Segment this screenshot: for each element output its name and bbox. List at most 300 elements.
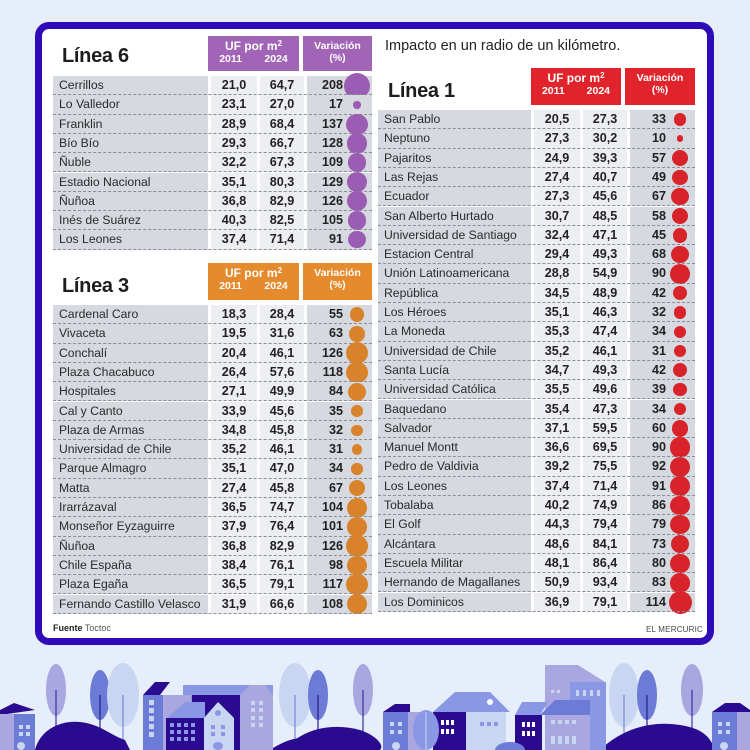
table-row	[53, 517, 372, 536]
uf-2024-value: 75,5	[580, 457, 627, 476]
table-row	[53, 230, 372, 249]
uf-2024-value: 49,3	[580, 361, 627, 380]
variation-bubble	[672, 420, 689, 437]
variation-value: 109	[321, 155, 343, 170]
station-name: Irarrázaval	[53, 498, 208, 517]
table-row	[53, 192, 372, 211]
linea-3-var-header	[303, 263, 372, 300]
variation-bubble	[348, 231, 365, 248]
uf-label: UF por m	[224, 266, 278, 280]
variation-cell	[627, 149, 695, 168]
variation-value: 32	[328, 422, 343, 437]
uf-2011-value: 26,4	[208, 363, 257, 382]
variation-value: 60	[651, 420, 666, 435]
uf-2024-value: 79,1	[257, 575, 304, 594]
station-name: Ñuñoa	[53, 537, 208, 556]
variation-bubble	[346, 535, 368, 557]
table-row	[53, 173, 372, 192]
variation-cell	[304, 192, 372, 211]
variation-bubble	[346, 114, 367, 135]
table-row	[378, 129, 695, 148]
uf-2024-value: 82,5	[257, 211, 304, 230]
table-row	[378, 207, 695, 226]
table-row	[53, 440, 372, 459]
uf-2011-value: 36,9	[531, 593, 580, 612]
variation-cell	[304, 498, 372, 517]
station-name: Los Leones	[378, 477, 531, 496]
uf-2011-value: 35,1	[531, 303, 580, 322]
table-row	[53, 305, 372, 324]
variation-cell	[304, 134, 372, 153]
table-row	[378, 496, 695, 515]
uf-2024-value: 49,6	[580, 380, 627, 399]
variation-cell	[304, 595, 372, 614]
uf-2024-value: 79,4	[580, 515, 627, 534]
table-row	[53, 537, 372, 556]
variation-cell	[304, 382, 372, 401]
variation-cell	[627, 380, 695, 399]
uf-2024-value: 74,7	[257, 498, 304, 517]
variation-cell	[304, 153, 372, 172]
uf-2011-value: 36,5	[208, 575, 257, 594]
table-row	[378, 264, 695, 283]
table-row	[378, 149, 695, 168]
subtitle: Impacto en un radio de un kilómetro.	[385, 38, 621, 54]
table-row	[53, 498, 372, 517]
var-label: Variación	[314, 267, 361, 279]
uf-2011-value: 29,3	[208, 134, 257, 153]
uf-2024-value: 79,1	[580, 593, 627, 612]
source-label: Fuente	[53, 623, 83, 633]
station-name: San Pablo	[378, 110, 531, 129]
variation-bubble	[347, 556, 366, 575]
variation-cell	[304, 459, 372, 478]
uf-2011-value: 36,6	[531, 438, 580, 457]
variation-cell	[627, 110, 695, 129]
station-name: Salvador	[378, 419, 531, 438]
station-name: Alcántara	[378, 535, 531, 554]
variation-cell	[627, 573, 695, 592]
hills	[35, 722, 715, 750]
variation-bubble	[348, 211, 366, 229]
uf-2011-value: 37,4	[531, 477, 580, 496]
variation-value: 128	[321, 135, 343, 150]
variation-bubble	[350, 307, 365, 322]
uf-2011-value: 33,9	[208, 402, 257, 421]
station-name: Lo Valledor	[53, 95, 208, 114]
variation-cell	[304, 537, 372, 556]
table-row	[53, 153, 372, 172]
table-row	[53, 575, 372, 594]
variation-cell	[627, 207, 695, 226]
table-row	[378, 284, 695, 303]
variation-value: 49	[651, 169, 666, 184]
uf-2024-value: 76,4	[257, 517, 304, 536]
var-label: Variación	[314, 40, 361, 52]
uf-2011-value: 19,5	[208, 324, 257, 343]
uf-2024-value: 46,1	[580, 342, 627, 361]
linea-1-var-header	[625, 68, 695, 105]
variation-cell	[304, 363, 372, 382]
year-2011: 2011	[219, 53, 242, 65]
variation-bubble	[351, 463, 362, 474]
uf-2011-value: 32,4	[531, 226, 580, 245]
station-name: Plaza Egaña	[53, 575, 208, 594]
uf-2011-value: 21,0	[208, 76, 257, 95]
uf-2011-value: 20,5	[531, 110, 580, 129]
variation-value: 90	[651, 440, 666, 455]
variation-value: 83	[651, 575, 666, 590]
station-name: Pedro de Valdivia	[378, 457, 531, 476]
variation-bubble	[347, 172, 367, 192]
station-name: Estadio Nacional	[53, 173, 208, 192]
uf-2011-value: 35,2	[531, 342, 580, 361]
table-row	[378, 477, 695, 496]
variation-bubble	[670, 496, 690, 516]
station-name: Los Héroes	[378, 303, 531, 322]
variation-value: 32	[651, 305, 666, 319]
uf-2011-value: 48,6	[531, 535, 580, 554]
table-row	[378, 573, 695, 592]
uf-2024-value: 47,1	[580, 226, 627, 245]
station-name: Las Rejas	[378, 168, 531, 187]
uf-2024-value: 47,0	[257, 459, 304, 478]
table-row	[378, 322, 695, 341]
uf-label: UF por m	[547, 71, 601, 85]
variation-value: 84	[328, 384, 343, 399]
variation-value: 126	[321, 193, 343, 208]
variation-cell	[304, 211, 372, 230]
uf-2011-value: 38,4	[208, 556, 257, 575]
variation-value: 79	[651, 517, 666, 532]
variation-value: 92	[651, 459, 666, 474]
variation-cell	[627, 593, 695, 612]
variation-cell	[627, 284, 695, 303]
variation-cell	[304, 230, 372, 249]
uf-2011-value: 48,1	[531, 554, 580, 573]
table-row	[378, 342, 695, 361]
variation-value: 126	[321, 538, 343, 553]
uf-2024-value: 69,5	[580, 438, 627, 457]
variation-bubble	[670, 573, 690, 593]
uf-2011-value: 35,5	[531, 380, 580, 399]
table-row	[53, 479, 372, 498]
variation-bubble	[674, 326, 687, 339]
uf-2024-value: 71,4	[257, 230, 304, 249]
variation-value: 42	[651, 285, 666, 300]
uf-2011-value: 35,4	[531, 400, 580, 419]
table-row	[53, 95, 372, 114]
variation-cell	[627, 342, 695, 361]
uf-2011-value: 37,1	[531, 419, 580, 438]
variation-cell	[304, 344, 372, 363]
variation-cell	[627, 477, 695, 496]
station-name: Manuel Montt	[378, 438, 531, 457]
variation-bubble	[674, 345, 686, 357]
station-name: Neptuno	[378, 129, 531, 148]
uf-2024-value: 40,7	[580, 168, 627, 187]
variation-cell	[627, 245, 695, 264]
linea-3-uf-header	[208, 263, 299, 300]
var-unit: (%)	[651, 84, 669, 96]
table-row	[53, 115, 372, 134]
variation-bubble	[670, 515, 689, 534]
uf-2024-value: 49,9	[257, 382, 304, 401]
uf-2024-value: 46,1	[257, 344, 304, 363]
variation-bubble	[674, 113, 686, 125]
variation-value: 10	[651, 131, 666, 146]
table-row	[378, 168, 695, 187]
table-row	[53, 382, 372, 401]
variation-value: 35	[328, 403, 343, 418]
uf-2024-value: 59,5	[580, 419, 627, 438]
variation-bubble	[347, 498, 367, 518]
variation-value: 34	[328, 461, 343, 476]
variation-value: 208	[321, 78, 343, 92]
uf-2011-value: 27,3	[531, 187, 580, 206]
variation-cell	[627, 303, 695, 322]
table-row	[378, 380, 695, 399]
variation-value: 31	[651, 343, 666, 358]
station-name: Hernando de Magallanes	[378, 573, 531, 592]
variation-cell	[304, 95, 372, 114]
variation-cell	[627, 438, 695, 457]
table-row	[53, 76, 372, 95]
variation-value: 91	[328, 232, 343, 247]
station-name: Universidad de Chile	[378, 342, 531, 361]
variation-value: 63	[328, 326, 343, 341]
station-name: Los Dominicos	[378, 593, 531, 612]
variation-value: 34	[651, 401, 666, 416]
uf-2024-value: 57,6	[257, 363, 304, 382]
uf-2024-value: 46,1	[257, 440, 304, 459]
uf-2024-value: 47,3	[580, 400, 627, 419]
variation-value: 90	[651, 266, 666, 281]
station-name: Parque Almagro	[53, 459, 208, 478]
table-row	[53, 421, 372, 440]
source-value: Toctoc	[84, 623, 111, 633]
table-row	[53, 324, 372, 343]
variation-cell	[304, 324, 372, 343]
uf-2011-value: 27,3	[531, 129, 580, 148]
variation-bubble	[670, 457, 691, 478]
variation-value: 98	[328, 557, 343, 572]
table-row	[378, 110, 695, 129]
table-row	[378, 438, 695, 457]
table-row	[378, 226, 695, 245]
station-name: Chile España	[53, 556, 208, 575]
variation-bubble	[348, 383, 366, 401]
uf-2024-value: 66,6	[257, 595, 304, 614]
table-row	[378, 593, 695, 612]
variation-cell	[627, 535, 695, 554]
variation-bubble	[672, 208, 688, 224]
uf-2024-value: 45,6	[257, 402, 304, 421]
uf-2011-value: 35,1	[208, 459, 257, 478]
uf-sup: 2	[277, 39, 283, 48]
uf-2024-value: 66,7	[257, 134, 304, 153]
uf-2024-value: 71,4	[580, 477, 627, 496]
variation-cell	[627, 226, 695, 245]
year-2024: 2024	[586, 85, 611, 97]
uf-2024-value: 68,4	[257, 115, 304, 134]
table-row	[53, 134, 372, 153]
variation-cell	[627, 515, 695, 534]
variation-cell	[304, 517, 372, 536]
station-name: San Alberto Hurtado	[378, 207, 531, 226]
uf-2024-value: 45,8	[257, 421, 304, 440]
variation-bubble	[671, 188, 689, 206]
linea-1-uf-header	[531, 68, 621, 105]
uf-2011-value: 27,1	[208, 382, 257, 401]
station-name: Bío Bío	[53, 134, 208, 153]
uf-2024-value: 45,6	[580, 187, 627, 206]
variation-bubble	[673, 383, 686, 396]
uf-2011-value: 39,2	[531, 457, 580, 476]
variation-bubble	[670, 437, 690, 457]
table-row	[53, 556, 372, 575]
var-unit: (%)	[329, 279, 346, 291]
table-row	[53, 363, 372, 382]
uf-2024-value: 74,9	[580, 496, 627, 515]
variation-bubble	[349, 326, 365, 342]
variation-value: 137	[321, 116, 343, 131]
source	[53, 623, 111, 633]
table-row	[378, 187, 695, 206]
variation-bubble	[346, 342, 368, 364]
variation-bubble	[670, 264, 690, 284]
variation-value: 57	[651, 150, 666, 165]
uf-2024-value: 45,8	[257, 479, 304, 498]
station-name: Conchalí	[53, 344, 208, 363]
variation-bubble	[674, 403, 687, 416]
uf-2011-value: 34,8	[208, 421, 257, 440]
uf-2011-value: 40,2	[531, 496, 580, 515]
table-row	[53, 344, 372, 363]
uf-2011-value: 28,9	[208, 115, 257, 134]
station-name: Fernando Castillo Velasco	[53, 595, 208, 614]
station-name: Santa Lucía	[378, 361, 531, 380]
uf-2024-value: 49,3	[580, 245, 627, 264]
uf-label: UF por m	[224, 39, 278, 53]
table-row	[53, 402, 372, 421]
uf-sup: 2	[277, 266, 283, 275]
station-name: Ñuble	[53, 153, 208, 172]
variation-value: 129	[321, 174, 343, 189]
uf-2011-value: 35,3	[531, 322, 580, 341]
variation-bubble	[672, 150, 688, 166]
uf-2011-value: 36,8	[208, 537, 257, 556]
variation-cell	[627, 400, 695, 419]
variation-cell	[627, 361, 695, 380]
variation-bubble	[348, 153, 367, 172]
uf-2024-value: 46,3	[580, 303, 627, 322]
variation-value: 31	[328, 442, 343, 457]
variation-cell	[627, 554, 695, 573]
station-name: Unión Latinoamericana	[378, 264, 531, 283]
station-name: República	[378, 284, 531, 303]
uf-sup: 2	[600, 71, 605, 80]
station-name: Universidad Católica	[378, 380, 531, 399]
uf-2011-value: 32,2	[208, 153, 257, 172]
variation-value: 73	[651, 536, 666, 551]
uf-2011-value: 20,4	[208, 344, 257, 363]
variation-bubble	[347, 517, 367, 537]
uf-2011-value: 34,7	[531, 361, 580, 380]
variation-cell	[304, 402, 372, 421]
city-skyline-illustration	[0, 650, 750, 750]
station-name: Matta	[53, 479, 208, 498]
variation-cell	[627, 457, 695, 476]
uf-2011-value: 37,4	[208, 230, 257, 249]
table-row	[53, 211, 372, 230]
year-2011: 2011	[219, 280, 242, 292]
variation-bubble	[670, 476, 691, 497]
uf-2024-value: 27,0	[257, 95, 304, 114]
variation-bubble	[346, 574, 367, 595]
uf-2024-value: 28,4	[257, 305, 304, 324]
station-name: Franklin	[53, 115, 208, 134]
table-row	[53, 459, 372, 478]
variation-cell	[304, 575, 372, 594]
station-name: Baquedano	[378, 400, 531, 419]
uf-2024-value: 82,9	[257, 192, 304, 211]
variation-bubble	[353, 101, 360, 108]
variation-value: 80	[651, 555, 666, 570]
station-name: Universidad de Chile	[53, 440, 208, 459]
uf-2011-value: 34,5	[531, 284, 580, 303]
uf-2011-value: 35,2	[208, 440, 257, 459]
variation-cell	[627, 168, 695, 187]
station-name: Vivaceta	[53, 324, 208, 343]
variation-value: 86	[651, 498, 666, 512]
table-row	[378, 419, 695, 438]
variation-bubble	[670, 554, 689, 573]
variation-cell	[627, 264, 695, 283]
station-name: Tobalaba	[378, 496, 531, 515]
variation-value: 105	[321, 213, 343, 228]
variation-value: 68	[651, 247, 666, 262]
uf-2011-value: 18,3	[208, 305, 257, 324]
brand-logo: EL MERCURIC	[646, 625, 704, 634]
table-row	[378, 245, 695, 264]
station-name: El Golf	[378, 515, 531, 534]
variation-value: 58	[651, 208, 666, 223]
variation-value: 126	[321, 345, 343, 360]
uf-2024-value: 93,4	[580, 573, 627, 592]
variation-value: 91	[651, 478, 666, 493]
uf-2011-value: 50,9	[531, 573, 580, 592]
table-row	[378, 400, 695, 419]
variation-bubble	[672, 170, 687, 185]
table-row	[378, 515, 695, 534]
variation-cell	[627, 496, 695, 515]
variation-cell	[304, 421, 372, 440]
uf-2024-value: 67,3	[257, 153, 304, 172]
uf-2024-value: 31,6	[257, 324, 304, 343]
uf-2011-value: 23,1	[208, 95, 257, 114]
uf-2011-value: 27,4	[531, 168, 580, 187]
variation-value: 67	[328, 480, 343, 495]
station-name: Ñuñoa	[53, 192, 208, 211]
variation-value: 104	[321, 500, 343, 514]
variation-cell	[304, 440, 372, 459]
uf-2011-value: 29,4	[531, 245, 580, 264]
table-row	[378, 554, 695, 573]
station-name: La Moneda	[378, 322, 531, 341]
variation-bubble	[671, 535, 689, 553]
station-name: Pajaritos	[378, 149, 531, 168]
